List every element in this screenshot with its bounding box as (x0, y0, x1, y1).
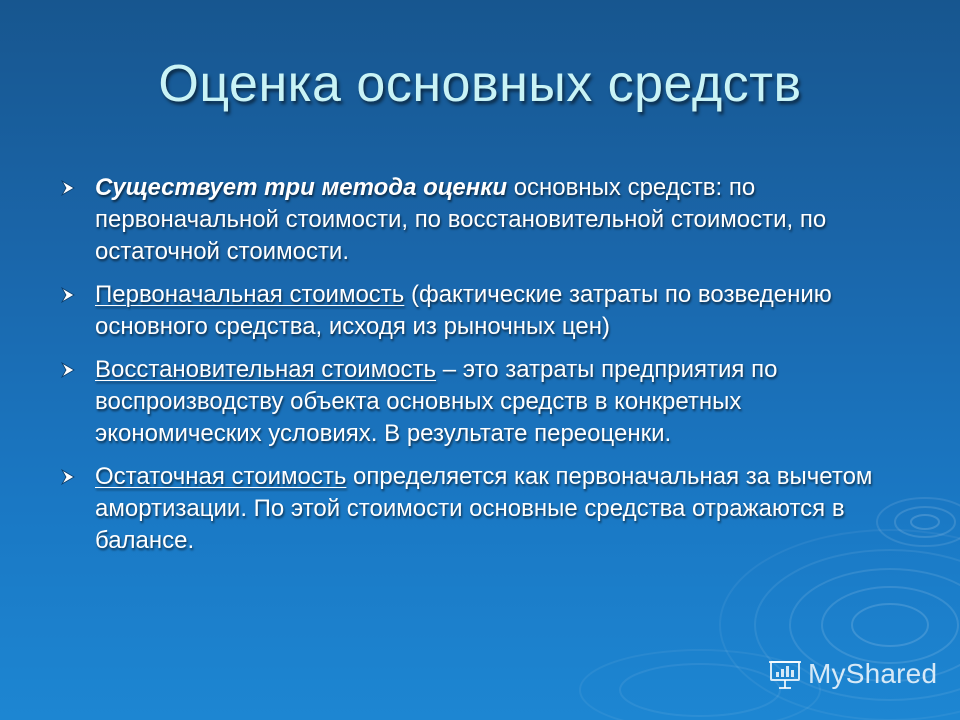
bullet-item-methods (58, 172, 888, 268)
bullet-text: (фактические затраты по возведению основного средства, исходя из рыночных цен) (95, 281, 832, 340)
bullet-text: – это затраты предприятия по воспроизводству объекта основных средств в конкретных экономических условиях. В результате переоценки. (95, 356, 778, 447)
bullet-list (58, 172, 888, 568)
presentation-board-icon (768, 658, 802, 690)
bullet-emphasis-text: Существует три метода оценки (95, 174, 508, 201)
myshared-watermark (768, 656, 937, 692)
bullet-term: Первоначальная стоимость (95, 281, 405, 308)
bullet-text: определяется как первоначальная за вычетом амортизации. По этой стоимости основные средства отражаются в балансе. (95, 463, 873, 554)
bullet-arrow-icon (60, 469, 76, 485)
slide-title: Оценка основных средств (158, 55, 802, 113)
bullet-arrow-icon (60, 180, 76, 196)
bullet-term: Восстановительная стоимость (95, 356, 437, 383)
bullet-item-residual-cost (58, 461, 888, 557)
bullet-arrow-icon (60, 362, 76, 378)
bullet-text: основных средств: по первоначальной стоимости, по восстановительной стоимости, по остаточной стоимости. (95, 174, 827, 265)
watermark-text: MyShared (808, 658, 938, 689)
bullet-item-initial-cost (58, 279, 888, 343)
bullet-arrow-icon (60, 287, 76, 303)
bullet-item-replacement-cost (58, 354, 888, 450)
bullet-term: Остаточная стоимость (95, 463, 347, 490)
